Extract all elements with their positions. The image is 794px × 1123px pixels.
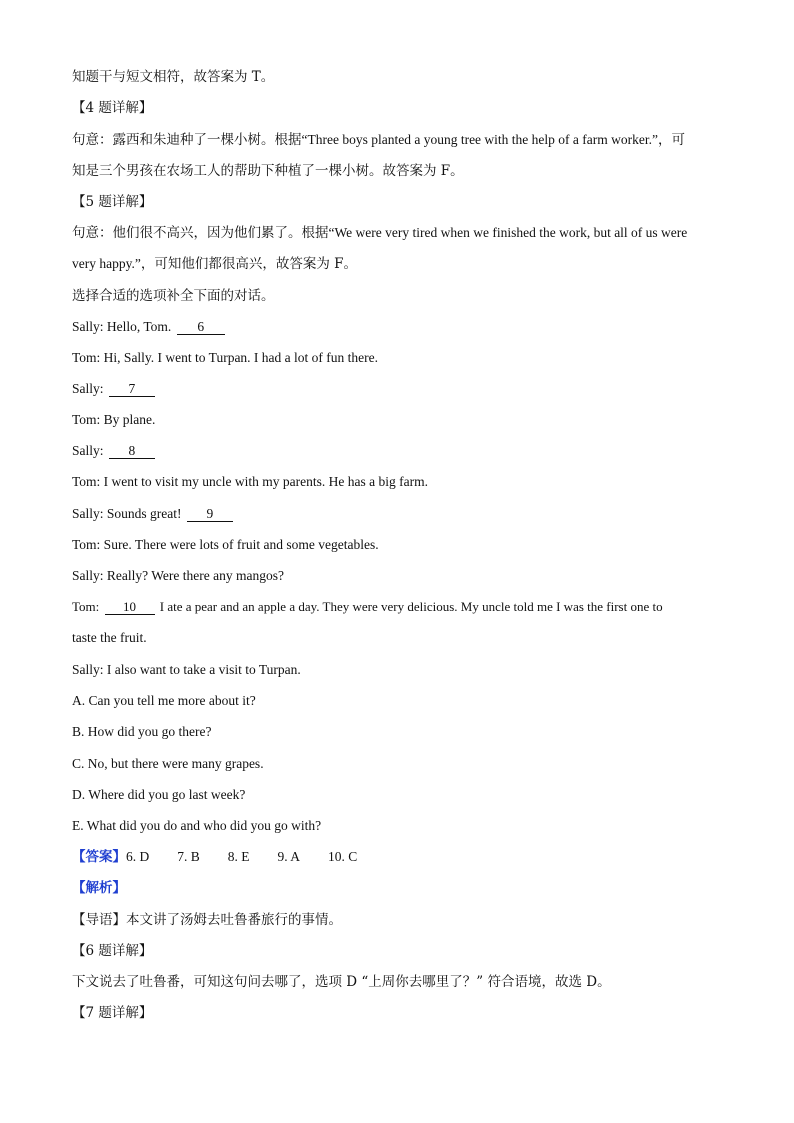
analysis-label: 【解析】 (72, 880, 126, 896)
answer-7: 7. B (177, 849, 200, 864)
section-heading-6: 【6 题详解】 (72, 943, 153, 959)
paragraph (72, 131, 734, 149)
section-heading-4: 【4 题详解】 (72, 100, 153, 116)
paragraph-text-cn: ，可知他们都很高兴，故答案为 F。 (140, 256, 358, 272)
answer-6: 6. D (126, 849, 150, 864)
paragraph-text-cn: 句意：露西和朱迪种了一棵小树。根据 (72, 132, 302, 148)
answer-blank-7: 7 (109, 381, 155, 397)
paragraph (72, 255, 734, 273)
option-b: B. How did you go there? (72, 724, 212, 739)
dialogue-line: Tom: Hi, Sally. I went to Turpan. I had a lot of fun there. (72, 350, 379, 365)
dialogue-text: Sally: (72, 381, 104, 396)
paragraph-text-en: very happy.” (72, 256, 141, 271)
option-d: D. Where did you go last week? (72, 787, 246, 802)
answer-8: 8. E (227, 849, 250, 864)
dialogue-line (72, 318, 734, 336)
dialogue-text: I ate a pear and an apple a day. They were very delicious. My uncle told me I was the first one to (159, 599, 663, 614)
dialogue-line: taste the fruit. (72, 630, 147, 645)
paragraph (72, 224, 734, 242)
answer-blank-10: 10 (105, 599, 155, 615)
dialogue-line: Tom: Sure. There were lots of fruit and some vegetables. (72, 537, 379, 552)
section-heading-7: 【7 题详解】 (72, 1005, 153, 1021)
dialogue-line: Tom: I went to visit my uncle with my parents. He has a big farm. (72, 474, 428, 489)
paragraph: 知是三个男孩在农场工人的帮助下种植了一棵小树。故答案为 F。 (72, 163, 464, 179)
answer-blank-8: 8 (109, 443, 155, 459)
dialogue-text: Sally: (72, 443, 104, 458)
answer-10: 10. C (328, 849, 358, 864)
dialogue-line: Tom: By plane. (72, 412, 156, 427)
answer-row (72, 848, 734, 866)
dialogue-text: Tom: (72, 599, 100, 614)
section-heading-5: 【5 题详解】 (72, 194, 153, 210)
instruction-text: 选择合适的选项补全下面的对话。 (72, 288, 275, 304)
answer-label: 【答案】 (72, 849, 126, 865)
option-a: A. Can you tell me more about it? (72, 693, 256, 708)
paragraph: 知题干与短文相符，故答案为 T。 (72, 69, 275, 85)
dialogue-line (72, 598, 734, 616)
paragraph-text-en: “We were very tired when we finished the work, but all of us were (328, 225, 688, 240)
dialogue-text: Sally: Hello, Tom. (72, 319, 172, 334)
guide-paragraph (72, 911, 734, 929)
paragraph: 下文说去了吐鲁番，可知这句问去哪了，选项 D “上周你去哪里了？” 符合语境，故选 D。 (72, 974, 611, 990)
answer-9: 9. A (277, 849, 301, 864)
option-c: C. No, but there were many grapes. (72, 756, 264, 771)
dialogue-line: Sally: I also want to take a visit to Turpan. (72, 662, 301, 677)
option-e: E. What did you do and who did you go with? (72, 818, 322, 833)
paragraph-text-en: “Three boys planted a young tree with the help of a farm worker.”，可 (301, 132, 685, 147)
dialogue-text: Sally: Sounds great! (72, 506, 182, 521)
dialogue-line: Sally: Really? Were there any mangos? (72, 568, 284, 583)
dialogue-line (72, 380, 734, 398)
paragraph-text-cn: 句意：他们很不高兴，因为他们累了。根据 (72, 225, 329, 241)
answer-blank-9: 9 (187, 506, 233, 522)
dialogue-line (72, 442, 734, 460)
answer-blank-6: 6 (177, 319, 225, 335)
guide-label: 【导语】 (72, 912, 126, 928)
guide-text: 本文讲了汤姆去吐鲁番旅行的事情。 (126, 912, 342, 928)
dialogue-line (72, 505, 734, 523)
